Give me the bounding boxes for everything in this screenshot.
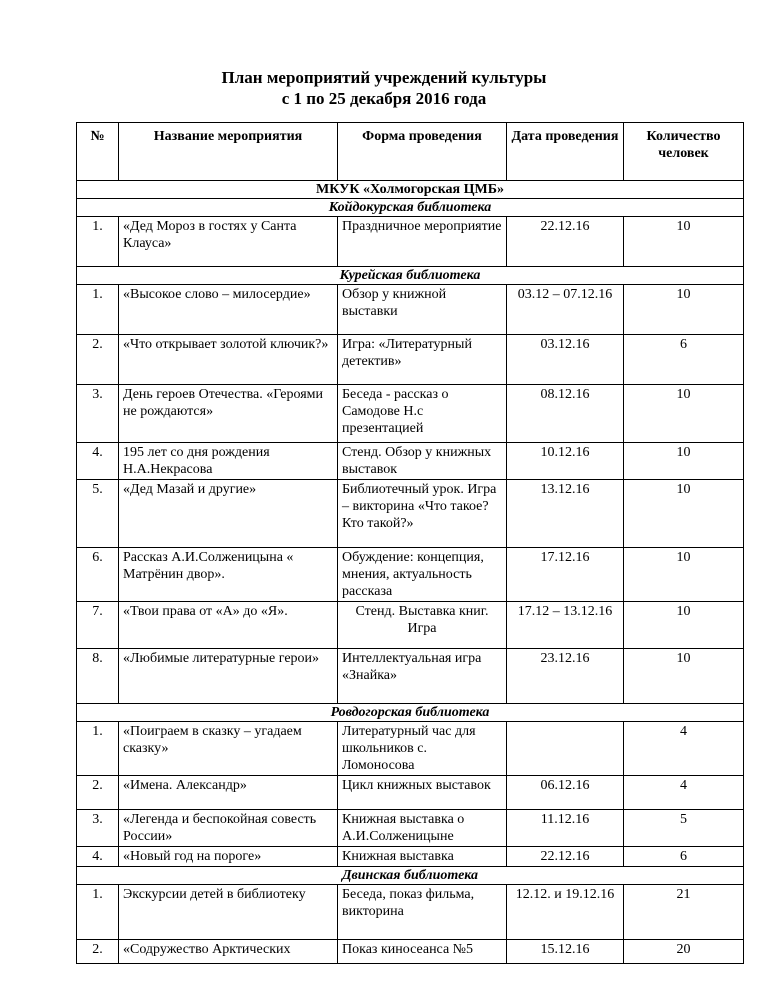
table-row xyxy=(77,810,744,847)
table-row xyxy=(77,847,744,867)
cell-date: 22.12.16 xyxy=(507,847,624,867)
cell-number: 5. xyxy=(77,480,119,548)
library-row xyxy=(77,867,744,885)
table-row xyxy=(77,548,744,602)
cell-form: Библиотечный урок. Игра – викторина «Что такое? Кто такой?» xyxy=(338,480,507,548)
cell-date: 17.12 – 13.12.16 xyxy=(507,602,624,649)
library-name: Ровдогорская библиотека xyxy=(77,704,744,722)
cell-number: 2. xyxy=(77,940,119,964)
cell-form: Беседа, показ фильма, викторина xyxy=(338,885,507,940)
cell-number: 4. xyxy=(77,847,119,867)
header-form: Форма проведения xyxy=(338,123,507,181)
cell-form: Интеллектуальная игра «Знайка» xyxy=(338,649,507,704)
library-row xyxy=(77,267,744,285)
cell-form: Игра: «Литературный детектив» xyxy=(338,335,507,385)
cell-name: Рассказ А.И.Солженицына « Матрёнин двор». xyxy=(119,548,338,602)
cell-name: День героев Отечества. «Героями не рождаются» xyxy=(119,385,338,443)
cell-number: 6. xyxy=(77,548,119,602)
cell-number: 2. xyxy=(77,776,119,810)
library-name: Курейская библиотека xyxy=(77,267,744,285)
library-row xyxy=(77,704,744,722)
header-name: Название мероприятия xyxy=(119,123,338,181)
table-row xyxy=(77,940,744,964)
cell-form: Праздничное мероприятие xyxy=(338,217,507,267)
cell-date: 03.12 – 07.12.16 xyxy=(507,285,624,335)
cell-name: «Дед Мороз в гостях у Санта Клауса» xyxy=(119,217,338,267)
cell-name: «Поиграем в сказку – угадаем сказку» xyxy=(119,722,338,776)
cell-form: Литературный час для школьников с. Ломоносова xyxy=(338,722,507,776)
cell-form: Беседа - рассказ о Самодове Н.с презентацией xyxy=(338,385,507,443)
header-number: № xyxy=(77,123,119,181)
cell-name: 195 лет со дня рождения Н.А.Некрасова xyxy=(119,443,338,480)
cell-number: 1. xyxy=(77,285,119,335)
cell-number: 3. xyxy=(77,810,119,847)
cell-date: 22.12.16 xyxy=(507,217,624,267)
cell-name: «Содружество Арктических xyxy=(119,940,338,964)
cell-count: 4 xyxy=(624,722,744,776)
table-row xyxy=(77,602,744,649)
document-title: План мероприятий учреждений культуры xyxy=(221,68,547,87)
cell-name: «Дед Мазай и другие» xyxy=(119,480,338,548)
table-row xyxy=(77,480,744,548)
cell-date xyxy=(507,722,624,776)
cell-date: 15.12.16 xyxy=(507,940,624,964)
cell-form: Стенд. Обзор у книжных выставок xyxy=(338,443,507,480)
cell-form: Обзор у книжной выставки xyxy=(338,285,507,335)
cell-date: 06.12.16 xyxy=(507,776,624,810)
table-row xyxy=(77,722,744,776)
cell-name: Экскурсии детей в библиотеку xyxy=(119,885,338,940)
cell-count: 10 xyxy=(624,602,744,649)
header-date: Дата проведения xyxy=(507,123,624,181)
table-row xyxy=(77,443,744,480)
cell-name: «Твои права от «А» до «Я». xyxy=(119,602,338,649)
table-row xyxy=(77,649,744,704)
library-row xyxy=(77,199,744,217)
cell-number: 1. xyxy=(77,217,119,267)
cell-form: Книжная выставка xyxy=(338,847,507,867)
table-row xyxy=(77,776,744,810)
cell-number: 7. xyxy=(77,602,119,649)
cell-count: 10 xyxy=(624,548,744,602)
table-row xyxy=(77,385,744,443)
cell-number: 4. xyxy=(77,443,119,480)
cell-count: 10 xyxy=(624,480,744,548)
cell-date: 03.12.16 xyxy=(507,335,624,385)
table-row xyxy=(77,285,744,335)
cell-name: «Легенда и беспокойная совесть России» xyxy=(119,810,338,847)
cell-number: 8. xyxy=(77,649,119,704)
cell-form: Цикл книжных выставок xyxy=(338,776,507,810)
header-count: Количество человек xyxy=(624,123,744,181)
cell-count: 20 xyxy=(624,940,744,964)
cell-count: 10 xyxy=(624,649,744,704)
cell-count: 21 xyxy=(624,885,744,940)
cell-name: «Имена. Александр» xyxy=(119,776,338,810)
library-name: Койдокурская библиотека xyxy=(77,199,744,217)
cell-name: «Любимые литературные герои» xyxy=(119,649,338,704)
cell-date: 08.12.16 xyxy=(507,385,624,443)
cell-count: 6 xyxy=(624,847,744,867)
cell-form: Книжная выставка о А.И.Солженицыне xyxy=(338,810,507,847)
cell-count: 10 xyxy=(624,217,744,267)
cell-date: 17.12.16 xyxy=(507,548,624,602)
cell-count: 4 xyxy=(624,776,744,810)
cell-date: 13.12.16 xyxy=(507,480,624,548)
cell-number: 1. xyxy=(77,885,119,940)
cell-count: 5 xyxy=(624,810,744,847)
library-name: Двинская библиотека xyxy=(77,867,744,885)
org-name: МКУК «Холмогорская ЦМБ» xyxy=(77,181,744,199)
document-subtitle: с 1 по 25 декабря 2016 года xyxy=(281,89,487,108)
table-row xyxy=(77,217,744,267)
cell-name: «Новый год на пороге» xyxy=(119,847,338,867)
table-row xyxy=(77,885,744,940)
cell-name: «Что открывает золотой ключик?» xyxy=(119,335,338,385)
cell-date: 11.12.16 xyxy=(507,810,624,847)
cell-date: 12.12. и 19.12.16 xyxy=(507,885,624,940)
cell-name: «Высокое слово – милосердие» xyxy=(119,285,338,335)
cell-date: 10.12.16 xyxy=(507,443,624,480)
cell-count: 10 xyxy=(624,443,744,480)
cell-number: 2. xyxy=(77,335,119,385)
table-header-row xyxy=(77,123,744,181)
table-row xyxy=(77,335,744,385)
cell-number: 1. xyxy=(77,722,119,776)
cell-count: 10 xyxy=(624,385,744,443)
cell-form: Показ киносеанса №5 xyxy=(338,940,507,964)
cell-form: Обуждение: концепция, мнения, актуальность рассказа xyxy=(338,548,507,602)
events-table xyxy=(76,122,744,964)
cell-date: 23.12.16 xyxy=(507,649,624,704)
cell-number: 3. xyxy=(77,385,119,443)
cell-count: 10 xyxy=(624,285,744,335)
cell-count: 6 xyxy=(624,335,744,385)
org-row xyxy=(77,181,744,199)
cell-form: Стенд. Выставка книг. Игра xyxy=(338,602,507,649)
